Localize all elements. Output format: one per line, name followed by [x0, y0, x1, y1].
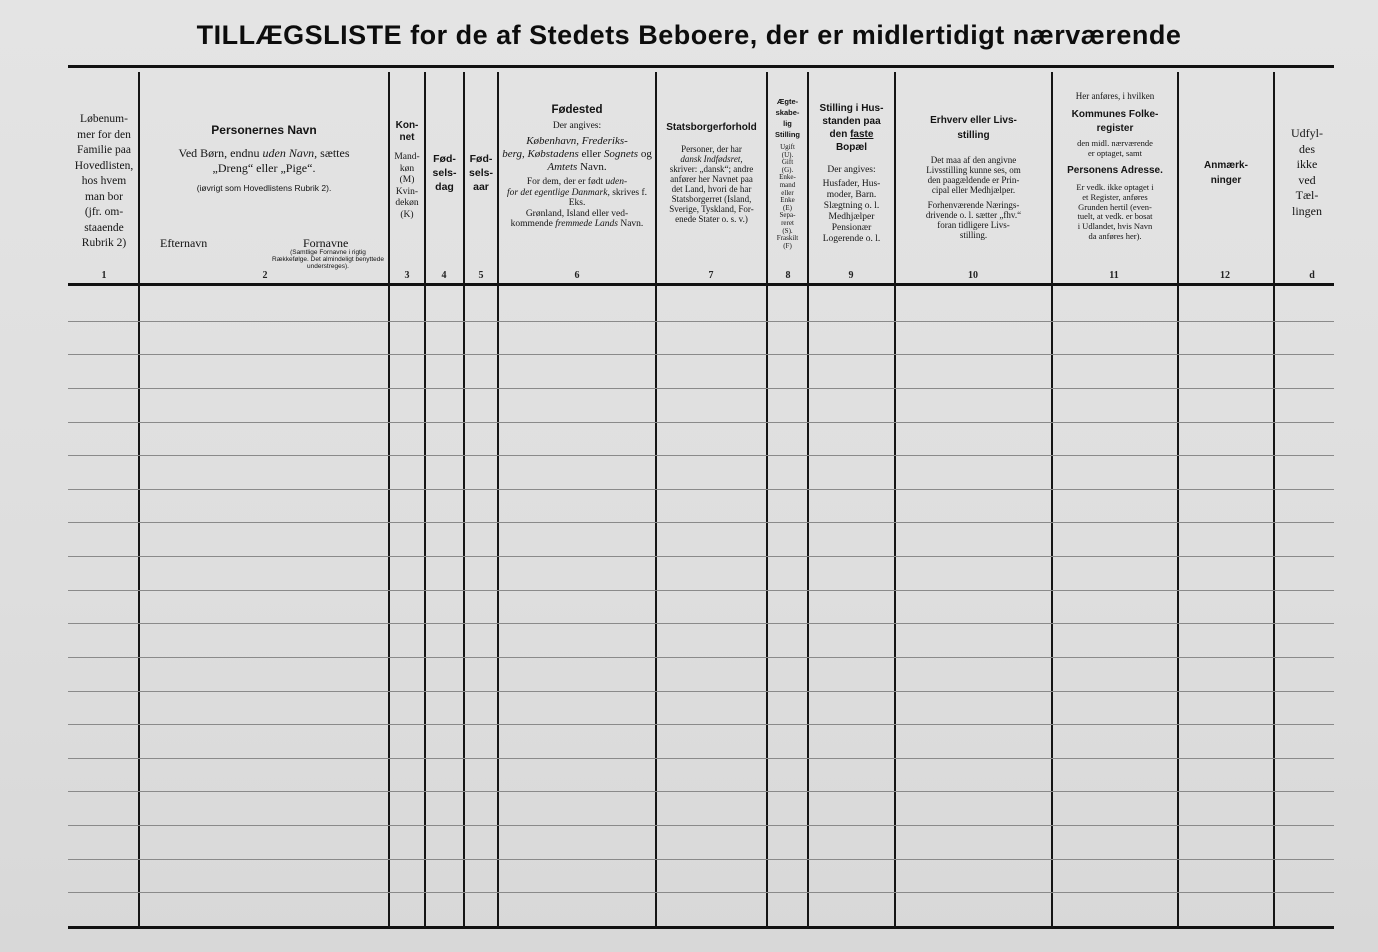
col4-heading: Fød- sels- dag: [432, 153, 457, 193]
col-number: 2: [262, 270, 268, 281]
col9-sub: Der angives:: [827, 165, 876, 175]
col2-heading: Personernes Navn: [211, 123, 317, 137]
col2-instructions: [140, 146, 388, 176]
col6-plain2: og: [640, 148, 652, 160]
col12-header: [1179, 76, 1273, 266]
col-number: d: [1309, 270, 1315, 281]
col-number: 7: [708, 270, 714, 281]
col8-text: Ugift (U). Gift (G). Enke- mand eller Enke (E) Sepa- reret (S). Fraskilt (F): [776, 143, 799, 250]
col9-heading-end: Bopæl: [835, 142, 868, 153]
cold-text: Udfyl- des ikke ved Tæl- lingen: [1291, 126, 1323, 218]
col8-header: [768, 76, 807, 266]
col10-text2: Forhenværende Nærings- drivende o. l. sætter „fhv.“ foran tidligere Livs- stilling.: [925, 200, 1022, 240]
col6-heading: Fødested: [551, 104, 603, 116]
col2-line1: Ved Børn, endnu: [178, 146, 260, 160]
col6-rest-italic1: uden- for det egentlige Danmark,: [506, 177, 628, 198]
col12-heading: Anmærk- ninger: [1204, 160, 1248, 186]
col-number: 8: [785, 270, 791, 281]
col2-note: (iøvrigt som Hovedlistens Rubrik 2).: [196, 183, 332, 193]
col-number: 5: [478, 270, 484, 281]
col-number: 4: [441, 270, 447, 281]
col9-text: Husfader, Hus- moder, Barn. Slægtning o. l. Medhjælper Pensionær Logerende o. l.: [822, 179, 881, 244]
col2-line2: „Dreng“ eller „Pige“.: [212, 161, 316, 175]
col6-rest2: skrives f. Eks. Grønland, Island eller ved- kommende: [510, 187, 648, 229]
col11-heading2: Personens Adresse.: [1067, 165, 1163, 176]
entry-row-line: [68, 758, 1334, 759]
col9-heading-block: [809, 102, 894, 154]
col7-header: [657, 76, 766, 266]
col4-header: [426, 76, 463, 266]
col-number: 10: [968, 270, 978, 281]
col6-italic1: København, Frederiks- berg, Købstadens: [502, 135, 628, 160]
col11-header: [1053, 76, 1177, 266]
col-number: 9: [848, 270, 854, 281]
entry-row-line: [68, 590, 1334, 591]
col2-efternavn: Efternavn: [160, 236, 208, 250]
entry-row-line: [68, 657, 1334, 658]
col-number: 11: [1109, 270, 1119, 281]
bottom-rule: [68, 926, 1334, 929]
entry-row-line: [68, 825, 1334, 826]
col11-intro: Her anføres, i hvilken: [1075, 91, 1155, 101]
col7-italic1: dansk Indfødsret,: [680, 154, 743, 164]
entry-row-line: [68, 388, 1334, 389]
entry-row-line: [68, 623, 1334, 624]
col9-header: [809, 76, 894, 266]
entry-row-line: [68, 556, 1334, 557]
col2-line1-italic: uden Navn,: [262, 146, 318, 160]
col-number: 6: [574, 270, 580, 281]
col6-plain1: eller: [581, 148, 602, 160]
entry-row-line: [68, 892, 1334, 893]
entry-row-line: [68, 859, 1334, 860]
col1-text: Løbenum- mer for den Familie paa Hovedlisten, hos hvem man bor (jfr. om- staaende Rubrik 2): [74, 113, 134, 249]
entry-row-line: [68, 724, 1334, 725]
col6-places: [499, 135, 655, 174]
col7-heading: Statsborgerforhold: [666, 122, 757, 133]
entry-row-line: [68, 422, 1334, 423]
col6-italic2: Sognets: [603, 148, 639, 160]
col6-header: [499, 76, 655, 266]
entry-row-line: [68, 321, 1334, 322]
col7-text: skriver: „dansk“; andre anfører her Navnet paa det Land, hvori de har Statsborgerret (Island, Sverige, Tyskland, For- enede Stater o. s. v.): [669, 164, 754, 224]
col-number: 1: [101, 270, 107, 281]
entry-row-line: [68, 522, 1334, 523]
entry-row-line: [68, 354, 1334, 355]
col2-fornavne-note: (Samtlige Fornavne i rigtig Rækkefølge. Det almindeligt benyttede understreges).: [272, 249, 385, 270]
col-number: 3: [404, 270, 410, 281]
col3-header: [390, 76, 424, 266]
col10-header: [896, 76, 1051, 266]
col11-text1: den midl. nærværende er optaget, samt: [1077, 138, 1153, 158]
cold-header: [1275, 76, 1339, 266]
col3-text: Mand- køn (M) Kvin- dekøn (K): [394, 152, 420, 220]
col6-rest-italic2: fremmede Lands: [555, 219, 618, 229]
col6-rest: [499, 177, 655, 230]
col6-plain3: Navn.: [580, 161, 607, 173]
col5-heading: Fød- sels- aar: [469, 153, 493, 193]
col7-line1: Personer, der har: [681, 144, 742, 154]
col5-header: [465, 76, 497, 266]
col9-heading: Stilling i Hus- standen paa den: [819, 103, 884, 140]
entry-row-line: [68, 791, 1334, 792]
col6-rest1: For dem, der er født: [526, 177, 604, 187]
col2-line1-end: sættes: [320, 146, 350, 160]
col11-text2: Er vedk. ikke optaget i et Register, anføres Grunden hertil (even- tuelt, at vedk. er bosat i Udlandet, hvis Navn da anføres her).: [1076, 182, 1154, 241]
col6-rest3: Navn.: [620, 219, 644, 229]
entry-row-line: [68, 691, 1334, 692]
entry-row-line: [68, 455, 1334, 456]
col11-heading: Kommunes Folke- register: [1071, 109, 1159, 134]
col6-sub: Der angives:: [552, 121, 602, 131]
col9-heading-faste: faste: [850, 129, 874, 140]
col3-heading: Kon- net: [395, 120, 419, 143]
col10-heading: Erhverv eller Livs- stilling: [930, 115, 1017, 141]
top-rule: [68, 65, 1334, 68]
col2-fornavne: Fornavne: [303, 236, 349, 250]
col10-text1: Det maa af den angivne Livsstilling kunne ses, om den paagældende er Prin- cipal eller Medhjælper.: [926, 155, 1021, 195]
col-number: 12: [1220, 270, 1230, 281]
form-title: TILLÆGSLISTE for de af Stedets Beboere, der er midlertidigt nærværende: [196, 20, 1182, 50]
col8-heading: Ægte- skabe- lig Stilling: [775, 97, 800, 139]
col7-body: [657, 144, 766, 224]
entry-row-line: [68, 489, 1334, 490]
col6-italic3: Amtets: [547, 161, 578, 173]
header-bottom-rule: [68, 283, 1334, 286]
